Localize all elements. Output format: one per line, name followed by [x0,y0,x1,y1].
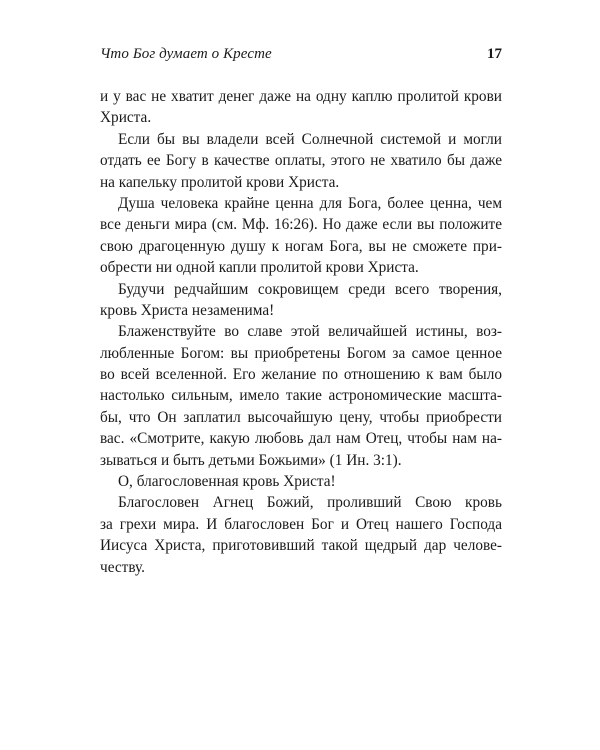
text-line: бы, что Он заплатил высочайшую цену, чтобы приобрести [100,408,502,426]
text-line: Иисуса Христа, приготовивший такой щедрый дар челове- [100,537,502,555]
page-number: 17 [487,46,502,62]
running-title: Что Бог думает о Кресте [100,46,272,62]
text-line: во всей вселенной. Его желание по отношению к вам было [100,366,502,384]
text-line: на капельку пролитой крови Христа. [100,173,340,191]
text-line: кровь Христа незаменима! [100,301,275,319]
paragraph [100,279,502,322]
paragraph [100,321,502,471]
text-line: настолько сильным, имело такие астрономические масшта- [100,387,502,405]
text-line: Блаженствуйте во славе этой величайшей истины, воз- [118,323,502,341]
text-line: обрести ни одной капли пролитой крови Христа. [100,259,419,277]
text-line: Душа человека крайне ценна для Бога, более ценна, чем [118,194,502,212]
paragraph [100,193,502,279]
paragraph [100,86,502,129]
text-line: Если бы вы владели всей Солнечной системой и могли [118,130,502,148]
text-line: О, благословенная кровь Христа! [118,473,336,491]
text-line: честву. [100,558,145,576]
paragraph [100,129,502,193]
text-line: Христа. [100,109,152,127]
running-header [100,46,502,68]
text-line: зываться и быть детьми Божьими» (1 Ин. 3:1). [100,451,402,469]
text-line: и у вас не хватит денег даже на одну каплю пролитой крови [100,88,502,105]
text-line: любленные Богом: вы приобретены Богом за самое ценное [100,344,502,362]
text-line: отдать ее Богу в качестве оплаты, этого не хватило бы даже [100,152,502,170]
text-line: Благословен Агнец Божий, проливший Свою кровь [118,494,502,512]
body-text [100,86,502,578]
text-line: за грехи мира. И благословен Бог и Отец нашего Господа [100,515,502,533]
text-line: свою драгоценную душу к ногам Бога, вы не сможете при- [100,237,502,255]
paragraph [100,471,502,492]
text-line: Будучи редчайшим сокровищем среди всего творения, [118,280,502,298]
paragraph [100,492,502,578]
text-line: все деньги мира (см. Мф. 16:26). Но даже если вы положите [100,216,502,234]
text-line: вас. «Смотрите, какую любовь дал нам Отец, чтобы нам на- [100,430,502,448]
